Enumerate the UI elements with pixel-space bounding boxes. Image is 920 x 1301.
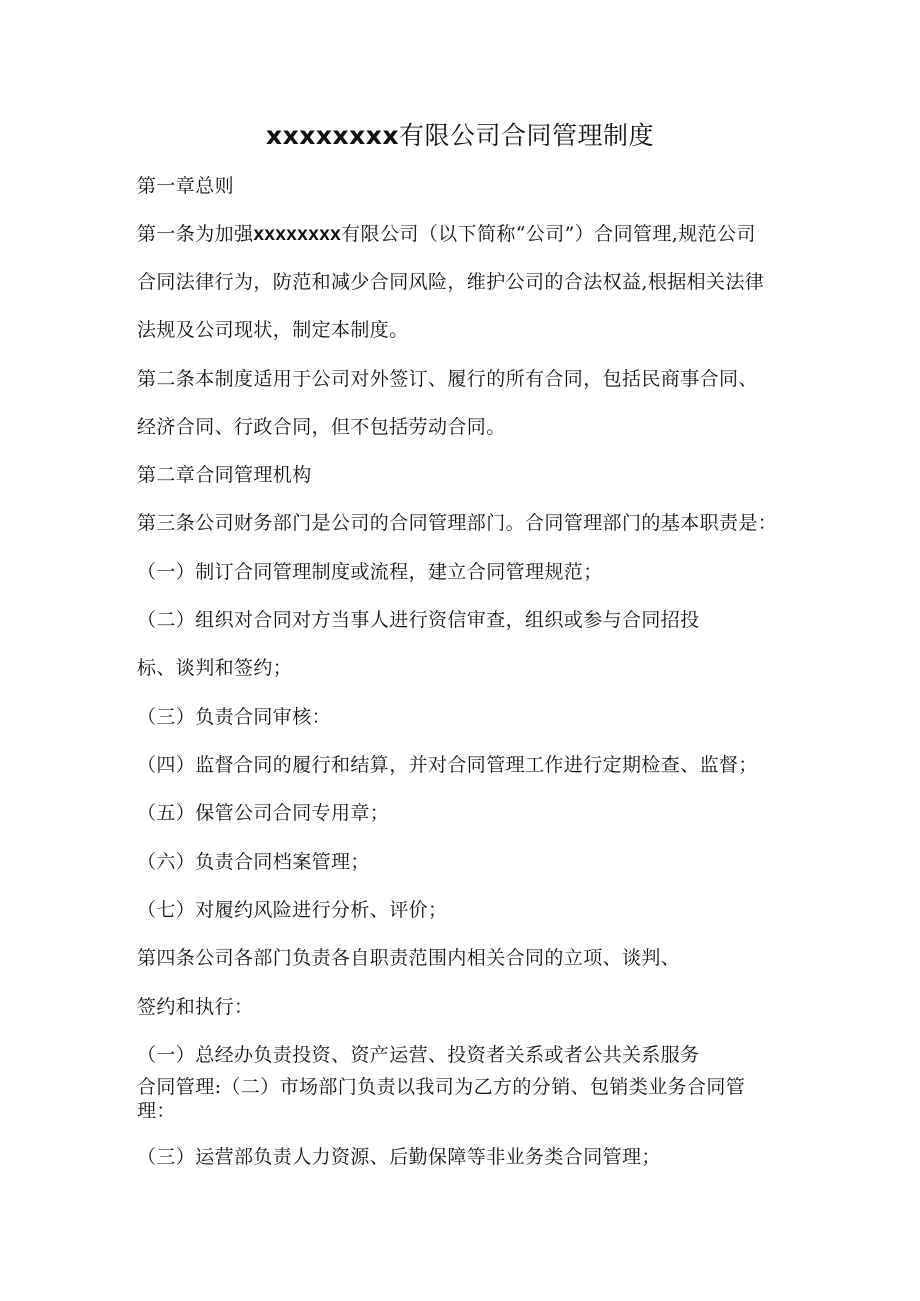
article-4-item-3: （三）运营部负责人力资源、后勤保障等非业务类合同管理； (137, 1146, 661, 1168)
duty-2-line-1: （二）组织对合同对方当事人进行资信审查，组织或参与合同招投 (137, 609, 700, 631)
duty-1: （一）制订合同管理制度或流程，建立合同管理规范； (137, 561, 603, 583)
duty-7: （七）对履约风险进行分析、评价； (137, 899, 448, 921)
article-1-company-placeholder: xxxxxxxx (253, 224, 342, 245)
article-1-line-1 (137, 222, 756, 247)
title-company-placeholder: xxxxxxxx (265, 121, 399, 150)
article-1-prefix: 第一条为加强 (137, 223, 254, 245)
article-1-text: 有限公司（以下简称“公司”）合同管理,规范公司 (341, 223, 756, 245)
duty-3: （三）负责合同审核： (137, 706, 332, 728)
article-1-line-2: 合同法律行为，防范和减少合同风险，维护公司的合法权益,根据相关法律 (137, 271, 765, 293)
article-4-item-1-line-3: 理： (137, 1100, 176, 1122)
document-title (0, 120, 920, 152)
duty-5: （五）保管公司合同专用章； (137, 802, 390, 824)
article-2-line-1: 第二条本制度适用于公司对外签订、履行的所有合同，包括民商事合同、 (137, 368, 758, 390)
chapter-2-heading: 第二章合同管理机构 (137, 464, 312, 486)
article-4-line-2: 签约和执行： (137, 996, 254, 1018)
title-text: 有限公司合同管理制度 (399, 121, 655, 150)
duty-6: （六）负责合同档案管理； (137, 851, 370, 873)
chapter-1-heading: 第一章总则 (137, 175, 235, 197)
duty-2-line-2: 标、谈判和签约； (137, 657, 293, 679)
duty-4: （四）监督合同的履行和结算，并对合同管理工作进行定期检查、监督； (137, 754, 758, 776)
article-2-line-2: 经济合同、行政合同，但不包括劳动合同。 (137, 416, 506, 438)
article-4-item-1-line-1: （一）总经办负责投资、资产运营、投资者关系或者公共关系服务 (137, 1044, 700, 1066)
article-3: 第三条公司财务部门是公司的合同管理部门。合同管理部门的基本职责是： (137, 512, 778, 534)
article-4-item-1-line-2: 合同管理:（二）市场部门负责以我司为乙方的分销、包销类业务合同管 (137, 1076, 746, 1098)
article-1-line-3: 法规及公司现状，制定本制度。 (137, 319, 409, 341)
article-4-line-1: 第四条公司各部门负责各自职责范围内相关合同的立项、谈判、 (137, 947, 681, 969)
